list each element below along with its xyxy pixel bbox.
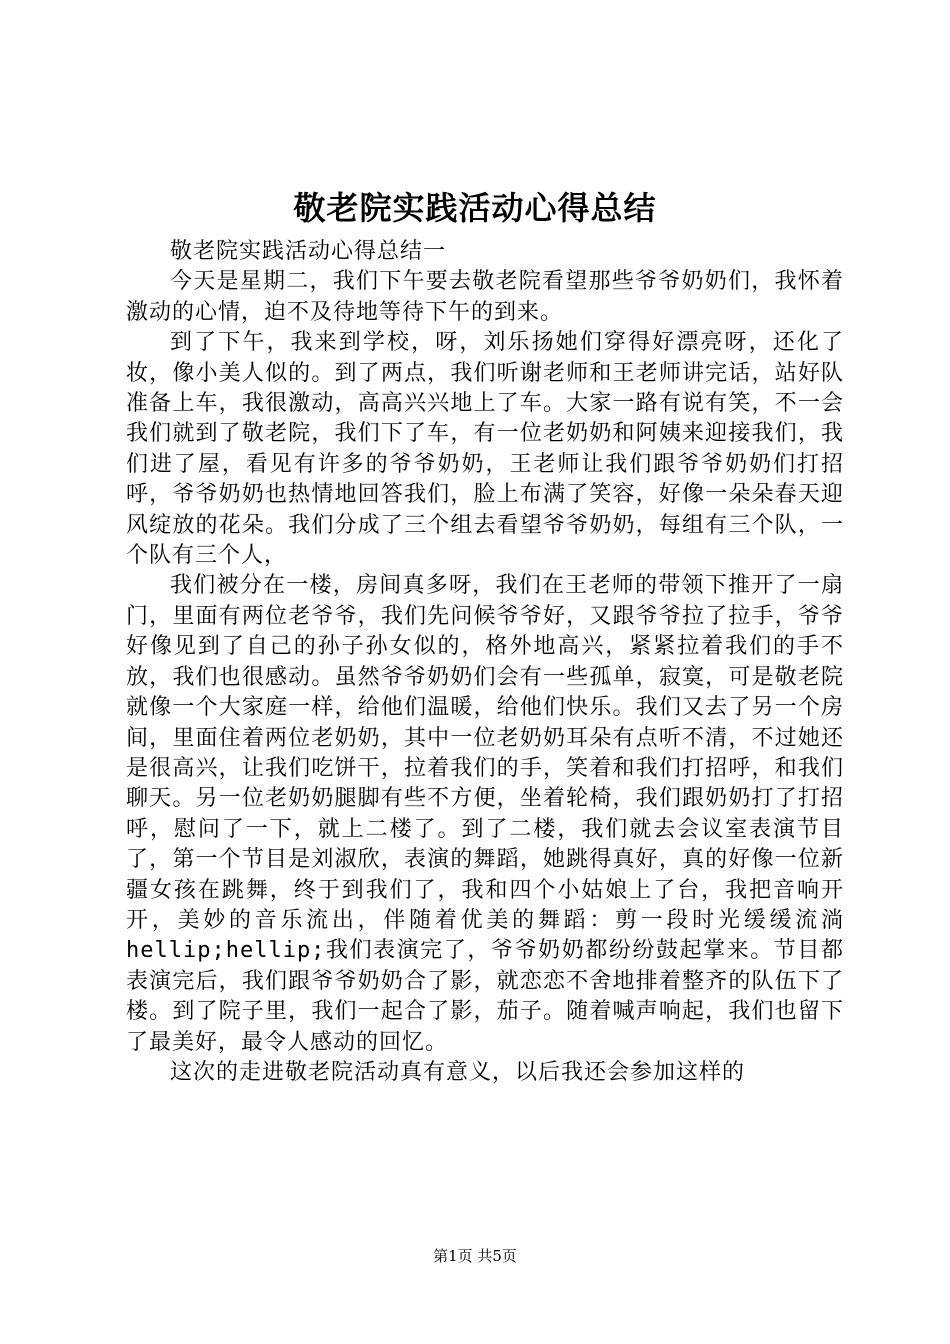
document-body bbox=[126, 237, 844, 1088]
paragraph: 到了下午，我来到学校，呀，刘乐扬她们穿得好漂亮呀，还化了妆，像小美人似的。到了两点，我们听谢老师和王老师讲完话，站好队准备上车，我很激动，高高兴兴地上了车。大家一路有说有笑，不一会我们就到了敬老院，我们下了车，有一位老奶奶和阿姨来迎接我们，我们进了屋，看见有许多的爷爷奶奶，王老师让我们跟爷爷奶奶们打招呼，爷爷奶奶也热情地回答我们，脸上布满了笑容，好像一朵朵春天迎风绽放的花朵。我们分成了三个组去看望爷爷奶奶，每组有三个队，一个队有三个人， bbox=[126, 330, 844, 569]
page-footer: 第1页 共5页 bbox=[433, 1247, 517, 1265]
paragraph: 我们被分在一楼，房间真多呀，我们在王老师的带领下推开了一扇门，里面有两位老爷爷，我们先问候爷爷好，又跟爷爷拉了拉手，爷爷好像见到了自己的孙子孙女似的，格外地高兴，紧紧拉着我们的手不放，我们也很感动。虽然爷爷奶奶们会有一些孤单，寂寞，可是敬老院就像一个大家庭一样，给他们温暖，给他们快乐。我们又去了另一个房间，里面住着两位老奶奶，其中一位老奶奶耳朵有点听不清，不过她还是很高兴，让我们吃饼干，拉着我们的手，笑着和我们打招呼，和我们聊天。另一位老奶奶腿脚有些不方便，坐着轮椅，我们跟奶奶打了打招呼，慰问了一下，就上二楼了。到了二楼，我们就去会议室表演节目了，第一个节目是刘淑欣，表演的舞蹈，她跳得真好，真的好像一位新疆女孩在跳舞，终于到我们了，我和四个小姑娘上了台，我把音响开开，美妙的音乐流出，伴随着优美的舞蹈：剪一段时光缓缓流淌hellip;hellip;我们表演完了，爷爷奶奶都纷纷鼓起掌来。节目都表演完后，我们跟爷爷奶奶合了影，就恋恋不舍地排着整齐的队伍下了楼。到了院子里，我们一起合了影，茄子。随着喊声响起，我们也留下了最美好，最令人感动的回忆。 bbox=[126, 573, 844, 1055]
paragraph-subtitle: 敬老院实践活动心得总结一 bbox=[170, 239, 447, 264]
paragraph: 今天是星期二，我们下午要去敬老院看望那些爷爷奶奶们，我怀着激动的心情，迫不及待地等待下午的到来。 bbox=[126, 269, 844, 325]
paragraph: 这次的走进敬老院活动真有意义，以后我还会参加这样的 bbox=[170, 1059, 746, 1085]
document-title: 敬老院实践活动心得总结 bbox=[293, 189, 657, 227]
